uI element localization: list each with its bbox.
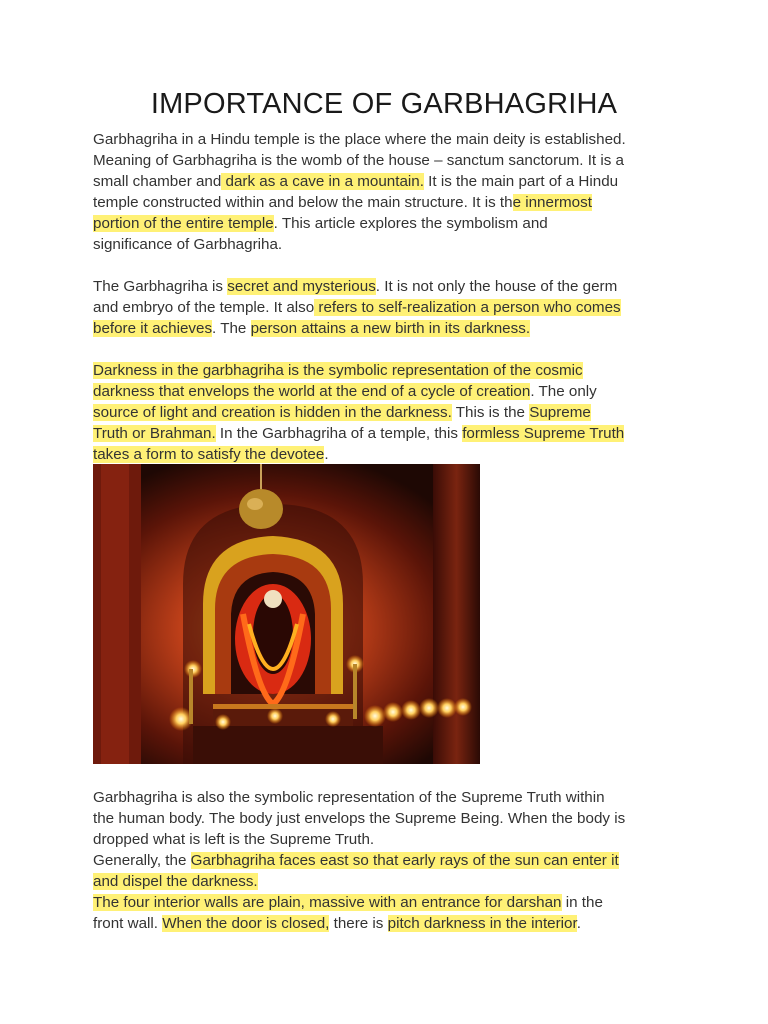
highlighted-text: e innermost: [512, 194, 592, 211]
text-line: [93, 913, 693, 934]
text-segment: Garbhagriha is also the symbolic representation of the Supreme Truth within: [93, 789, 605, 806]
text-line: [93, 892, 693, 913]
text-segment: This is the: [451, 404, 530, 421]
text-line: [93, 192, 693, 213]
text-line: [93, 129, 693, 150]
text-line: [93, 850, 693, 871]
text-line: [93, 402, 693, 423]
text-line: [93, 213, 693, 234]
text-line: [93, 444, 693, 465]
text-line: [93, 871, 693, 892]
text-segment: front wall.: [93, 915, 163, 932]
text-line: [93, 150, 693, 171]
text-segment: .: [576, 915, 581, 932]
highlighted-text: source of light and creation is hidden in the darkness.: [93, 404, 452, 421]
highlighted-text: secret and mysterious: [227, 278, 376, 295]
highlighted-text: darkness that envelops the world at the end of a cycle of creation: [93, 383, 531, 400]
text-segment: It is the main part of a Hindu: [423, 173, 619, 190]
text-line: [93, 829, 693, 850]
highlighted-text: pitch darkness in the interior: [387, 915, 577, 932]
paragraph-3: [93, 360, 693, 465]
text-line: [93, 360, 693, 381]
text-line: [93, 808, 693, 829]
text-segment: The Garbhagriha is: [93, 278, 228, 295]
highlighted-text: takes a form to satisfy the devotee: [93, 446, 325, 463]
text-segment: . The only: [530, 383, 597, 400]
text-line: [93, 171, 693, 192]
text-segment: dropped what is left is the Supreme Truth.: [93, 831, 375, 848]
text-line: [93, 787, 693, 808]
text-segment: In the Garbhagriha of a temple, this: [215, 425, 463, 442]
highlighted-text: When the door is closed,: [162, 915, 330, 932]
text-line: [93, 276, 693, 297]
text-segment: Garbhagriha in a Hindu temple is the place where the main deity is established.: [93, 131, 626, 148]
highlighted-text: The four interior walls are plain, massive with an entrance for darshan: [93, 894, 562, 911]
highlighted-text: person attains a new birth in its darkness.: [250, 320, 531, 337]
text-line: [93, 234, 693, 255]
highlighted-text: refers to self-realization a person who comes: [314, 299, 621, 316]
highlighted-text: Darkness in the garbhagriha is the symbolic representation of the cosmic: [93, 362, 583, 379]
highlighted-text: Garbhagriha faces east so that early rays of the sun can enter it: [190, 852, 619, 869]
text-segment: small chamber and: [93, 173, 222, 190]
paragraph-4: [93, 787, 693, 934]
highlighted-text: dark as a cave in a mountain.: [221, 173, 424, 190]
text-line: [93, 381, 693, 402]
text-segment: there is: [329, 915, 388, 932]
text-segment: .: [324, 446, 329, 463]
highlighted-text: Supreme: [529, 404, 591, 421]
text-segment: temple constructed within and below the main structure. It is th: [93, 194, 513, 211]
text-segment: and embryo of the temple. It also: [93, 299, 315, 316]
text-segment: . It is not only the house of the germ: [375, 278, 618, 295]
text-segment: significance of Garbhagriha.: [93, 236, 283, 253]
highlighted-text: Truth or Brahman.: [93, 425, 216, 442]
temple-sanctum-photo: [93, 464, 480, 764]
text-segment: Generally, the: [93, 852, 191, 869]
text-line: [93, 423, 693, 444]
text-segment: . The: [212, 320, 251, 337]
text-segment: Meaning of Garbhagriha is the womb of the house – sanctum sanctorum. It is a: [93, 152, 624, 169]
highlighted-text: portion of the entire temple: [93, 215, 274, 232]
highlighted-text: and dispel the darkness.: [93, 873, 258, 890]
paragraph-2: [93, 276, 693, 339]
text-segment: the human body. The body just envelops the Supreme Being. When the body is: [93, 810, 626, 827]
text-line: [93, 297, 693, 318]
text-segment: in the: [561, 894, 603, 911]
highlighted-text: before it achieves: [93, 320, 213, 337]
text-line: [93, 318, 693, 339]
paragraph-1: [93, 129, 693, 255]
page-title: IMPORTANCE OF GARBHAGRIHA: [150, 88, 618, 120]
text-segment: . This article explores the symbolism and: [273, 215, 548, 232]
highlighted-text: formless Supreme Truth: [462, 425, 625, 442]
